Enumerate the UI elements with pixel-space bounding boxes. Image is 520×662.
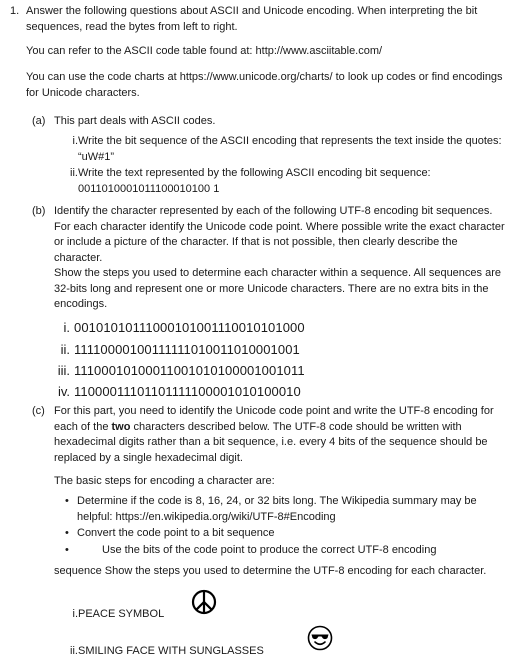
part-c-text-post: characters described below. The UTF-8 code should be written with hexadecimal digits rather than a bit sequence, i.e. every 4 bits of the sequence should be replaced by a single hexadecimal digit. [54,420,488,464]
part-b-item-1-bits: 00101010111000101001110010101000 [74,320,305,335]
intro-paragraph-3: You can use the code charts at https://www.unicode.org/charts/ to look up codes or find encodings for Unicode characters. [26,71,503,99]
bullet-3: • [65,544,69,556]
part-b-text: Identify the character represented by each of the following UTF-8 encoding bit sequences. For each character identify the Unicode code point. Where possible write the exact character or include a picture of the character. If that is not possible, then clearly describe the character. [54,205,505,264]
peace-symbol-icon [191,589,217,615]
part-a-item-2-bits: 0011010001011100010100 1 [78,183,220,195]
part-c-trailer: sequence Show the steps you used to determine the UTF-8 encoding for each character. [54,565,487,577]
part-c-item-2-num: ii. [70,645,78,657]
intro-paragraph-1: Answer the following questions about ASCII and Unicode encoding. When interpreting the bit sequences, read the bytes from left to right. [26,5,478,33]
step-1-text: Determine if the code is 8, 16, 24, or 32 bits long. The Wikipedia summary may be helpful: https://en.wikipedia.org/wiki/UTF-8#Encoding [77,495,477,523]
part-b-item-3-bits: 11100010100011001010100001001011 [74,363,305,378]
part-b-item-2-bits: 11110000100111111010011010001001 [74,342,300,357]
part-a-item-1-text: Write the bit sequence of the ASCII encoding that represents the text inside the quotes: “uW#1” [78,135,502,163]
part-a-text: This part deals with ASCII codes. [54,115,216,127]
part-c-label: (c) [32,405,45,417]
part-c-item-1-num: i. [72,608,78,620]
question-number: 1. [10,5,20,17]
part-a-label: (a) [32,115,46,127]
step-2-text: Convert the code point to a bit sequence [77,527,275,539]
bullet-2: • [65,527,69,539]
part-a-item-1-num: i. [72,135,78,147]
part-b-label: (b) [32,205,46,217]
part-b-item-1-num: i. [63,320,70,335]
part-c-steps-intro: The basic steps for encoding a character are: [54,475,275,487]
part-c-item-1-text: PEACE SYMBOL [78,608,165,620]
step-3-text: Use the bits of the code point to produce the correct UTF-8 encoding [102,544,437,556]
part-c-text-bold: two [111,420,131,433]
part-c-text-pre: For this part, you need to identify the Unicode code point and write the UTF-8 encoding for each of the [54,405,494,433]
part-c-item-2-text: SMILING FACE WITH SUNGLASSES [78,645,264,657]
intro-paragraph-2: You can refer to the ASCII code table found at: http://www.asciitable.com/ [26,45,383,57]
part-a-item-2-text: Write the text represented by the following ASCII encoding bit sequence: [78,167,431,179]
part-c-text [54,404,508,466]
sunglasses-face-icon [307,625,333,651]
bullet-1: • [65,495,69,507]
part-b-item-4-bits: 11000011101101111100001010100010 [74,384,301,399]
part-b-text-2: Show the steps you used to determine each character within a sequence. All sequences are 32-bits long and represent one or more Unicode characters. There are no extra bits in the encodings. [54,267,501,310]
part-a-item-2-num: ii. [70,167,78,179]
part-b-item-2-num: ii. [60,342,70,357]
part-b-item-4-num: iv. [57,384,70,399]
part-b-item-3-num: iii. [57,363,70,378]
